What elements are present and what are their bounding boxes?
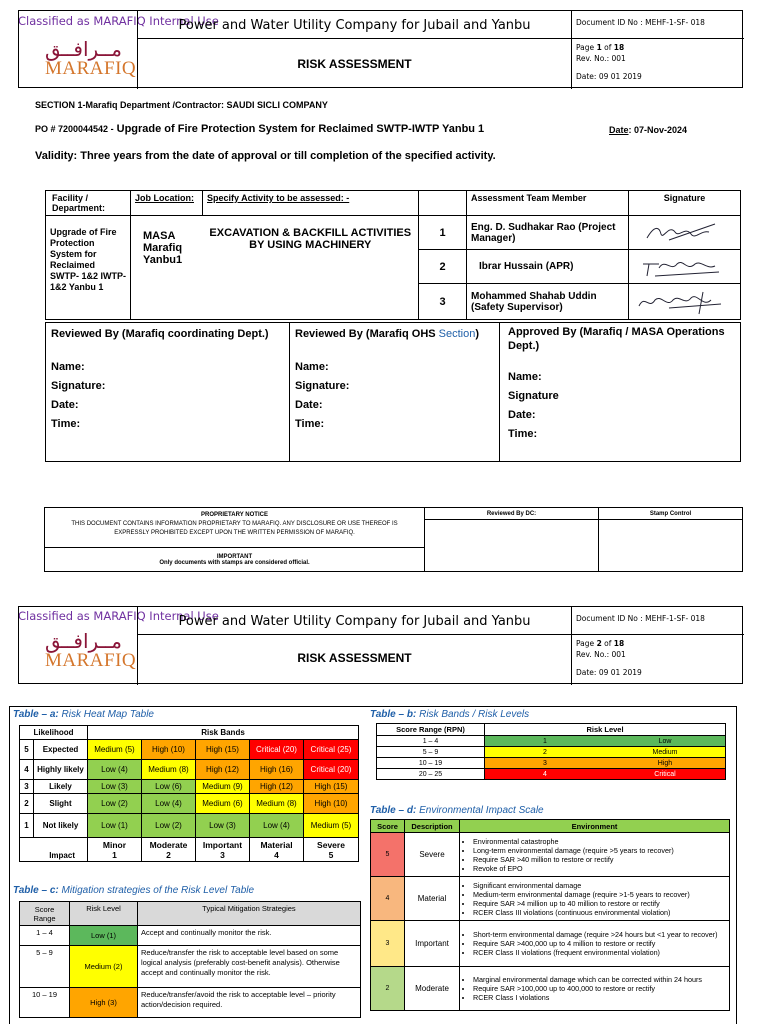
impact-row: Impact Minor 1 Moderate 2 Important 3 Material 4 Severe 5 — [20, 838, 359, 862]
risk-heat-map: Likelihood Risk Bands 5 Expected Medium (5) High (10) High (15) Critical (20) Critical (25) 4 Highly likely Low (4) Medium (8) High (12) High (16) Critical (20) 3 Likely Low (3) Low (6) Medium (9) High (12) High (15) 2 Slight Low (2) Low (4) Medium (6) Medium (8) High (10) 1 Not likely Low (1) Low (2) Low (3) Low (4) Medium (5) Impact Minor 1 Moderate 2 Important 3 Material 4 Severe 5 — [19, 725, 359, 862]
member-no-2: 2 — [419, 250, 467, 284]
member-name-2: Ibrar Hussain (APR) — [467, 250, 629, 284]
heat-row-2: 2 Slight Low (2) Low (4) Medium (6) Medium (8) High (10) — [20, 794, 359, 814]
po-date: Date: 07-Nov-2024 — [609, 125, 688, 135]
env-row-5: 5 Severe • Environmental catastrophe • Long-term environmental damage (require >5 years to recover) • Require SAR >40 million to restore or rectify • Revoke of EPO — [371, 833, 730, 877]
facility-value: Upgrade of Fire Protection System for Reclaimed SWTP- 1&2 IWTP- 1&2 Yanbu 1 — [46, 216, 131, 320]
company-name-2: Power and Water Utility Company for Jubail and Yanbu — [137, 607, 571, 635]
signature-2 — [629, 250, 741, 284]
col-facility: Facility / Department: — [46, 191, 131, 216]
reviewed-by-dc: Reviewed By DC: — [424, 511, 599, 520]
po-label: PO # 7200044542 - — [35, 124, 114, 134]
heat-row-3: 3 Likely Low (3) Low (6) Medium (9) High (12) High (15) — [20, 780, 359, 794]
doc-id: Document ID No : MEHF-1-SF- 018 — [572, 11, 744, 39]
approved-title: Approved By (Marafiq / MASA Operations Dept.) — [508, 326, 725, 352]
heat-row-5: 5 Expected Medium (5) High (10) High (15) Critical (20) Critical (25) — [20, 740, 359, 760]
marafiq-logo-2: مــرافــق MARAFIQ — [45, 629, 137, 671]
section-line: SECTION 1-Marafiq Department /Contractor: SAUDI SICLI COMPANY — [35, 100, 328, 110]
approved: Approved By (Marafiq / MASA Operations Dept.) Name: Signature Date: Time: — [500, 323, 740, 461]
mitigation-row-1: 1 – 4 Low (1) Accept and continually monitor the risk. — [20, 926, 361, 946]
review-block — [45, 322, 741, 462]
page-number: Page 1 of 18 — [576, 43, 625, 52]
doc-title-2: RISK ASSESSMENT — [137, 635, 571, 685]
mitigation-row-3: 10 – 19 High (3) Reduce/transfer/avoid the risk to acceptable level – priority action/decision required. — [20, 988, 361, 1018]
classification-label: Classified as MARAFIQ Internal Use — [18, 14, 219, 28]
env-row-4: 4 Material • Significant environmental damage • Medium-term environmental damage (require >1-5 years to recover) • Require SAR >4 million up to 40 million to restore or rectify • RCER Class III violations (continuous environmental violation) — [371, 877, 730, 921]
notice-cell: PROPRIETARY NOTICE THIS DOCUMENT CONTAINS INFORMATION PROPRIETARY TO MARAFIQ. ANY DISCLOSURE OR USE THEREOF IS EXPRESSLY PROHIBITED EXCEPT UPON THE WRITTEN PERMISSION OF MARAFIQ. — [45, 508, 425, 548]
col-activity: Specify Activity to be assessed: - — [207, 193, 350, 203]
doc-date: Date: 09 01 2019 — [576, 72, 642, 81]
signature-1 — [629, 216, 741, 250]
validity-line: Validity: Three years from the date of approval or till completion of the specified activity. — [35, 150, 496, 162]
col-signature: Signature — [629, 191, 741, 216]
marafiq-logo — [45, 39, 136, 78]
activity-value: EXCAVATION & BACKFILL ACTIVITIES BY USING MACHINERY — [203, 216, 419, 320]
page-number-2: Page 2 of 18 — [576, 639, 625, 648]
table-b-title: Table – b: Risk Bands / Risk Levels — [370, 709, 530, 720]
member-name-3: Mohammed Shahab Uddin (Safety Supervisor) — [467, 284, 629, 320]
col-location: Job Location: — [135, 193, 194, 203]
env-impact-table: Score Description Environment 5 Severe • Environmental catastrophe • Long-term environmental damage (require >5 years to recover) • Require SAR >40 million to restore or rectify • Revoke of EPO 4 Material • Significant environmental damage • Medium-term environmental damage (require >1-5 years to recover) • Require SAR >4 million up to 40 million to restore or rectify • RCER Class III violations (continuous environmental violation) 3 Important • Short-term environmental damage (require >24 hours but <1 year to recover) • Require SAR >400,000 up to 4 million to restore or rectify • RCER Class II violations (frequent environmental violation) 2 Moderate • Marginal environmental damage which can be corrected within 24 hours • Require SAR >100,000 up to 400,000 to restore or rectify • RCER Class I violations — [370, 819, 730, 1011]
member-no-3: 3 — [419, 284, 467, 320]
mitigation-row-2: 5 – 9 Medium (2) Reduce/transfer the risk to acceptable level based on some logical analysis (preferably cost-benefit analysis). Otherwise accept and continually monitor the risk. — [20, 946, 361, 988]
risk-bands-table: Score Range (RPN) Risk Level 1 – 4 1 Low 5 – 9 2 Medium 10 – 19 3 High 20 – 25 4 Critical — [376, 723, 726, 780]
rev-no: Rev. No.: 001 — [576, 54, 626, 63]
heat-row-4: 4 Highly likely Low (4) Medium (8) High (12) High (16) Critical (20) — [20, 760, 359, 780]
review-ohs-title: Reviewed By (Marafiq OHS Section) — [295, 328, 480, 340]
env-row-2: 2 Moderate • Marginal environmental damage which can be corrected within 24 hours • Require SAR >100,000 up to 400,000 to restore or rectify • RCER Class I violations — [371, 967, 730, 1011]
member-name-1: Eng. D. Sudhakar Rao (Project Manager) — [467, 216, 629, 250]
review-ohs: Reviewed By (Marafiq OHS Section) Name: Signature: Date: Time: — [290, 323, 500, 461]
heat-row-1: 1 Not likely Low (1) Low (2) Low (3) Low (4) Medium (5) — [20, 814, 359, 838]
page2-header: مــرافــق MARAFIQ Power and Water Utility Company for Jubail and Yanbu RISK ASSESSMENT Document ID No : MEHF-1-SF- 018 Page 2 of 18 Rev. No.: 001 Date: 09 01 2019 — [18, 606, 743, 684]
classification-label-2: Classified as MARAFIQ Internal Use — [18, 609, 219, 623]
review-coord: Reviewed By (Marafiq coordinating Dept.) Name: Signature: Date: Time: — [46, 323, 290, 461]
stamp-control: Stamp Control — [598, 511, 743, 520]
logo-english: MARAFIQ — [45, 58, 137, 79]
env-row-3: 3 Important • Short-term environmental damage (require >24 hours but <1 year to recover) • Require SAR >400,000 up to 4 million to restore or rectify • RCER Class II violations (frequent environmental violation) — [371, 921, 730, 967]
table-a-title: Table – a: Risk Heat Map Table — [13, 709, 154, 720]
location-value: MASA Marafiq Yanbu1 — [131, 216, 203, 320]
doc-title: RISK ASSESSMENT — [137, 39, 571, 89]
logo-arabic: مــرافــق — [45, 37, 122, 61]
table-c-title: Table – c: Mitigation strategies of the Risk Level Table — [13, 885, 255, 896]
col-member: Assessment Team Member — [467, 191, 629, 216]
po-line — [35, 123, 484, 135]
po-title: Upgrade of Fire Protection System for Reclaimed SWTP-IWTP Yanbu 1 — [116, 123, 485, 135]
page1-header — [18, 10, 743, 88]
assessment-table — [45, 190, 741, 320]
proprietary-notice — [44, 507, 743, 572]
member-no-1: 1 — [419, 216, 467, 250]
mitigation-table: Score Range Risk Level Typical Mitigation Strategies 1 – 4 Low (1) Accept and continually monitor the risk. 5 – 9 Medium (2) Reduce/transfer the risk to acceptable level based on some logical analysis (preferably cost-benefit analysis). Otherwise accept and continually monitor the risk. 10 – 19 High (3) Reduce/transfer/avoid the risk to acceptable level – priority action/decision required. — [19, 901, 361, 1018]
signature-3 — [629, 284, 741, 320]
company-name: Power and Water Utility Company for Jubail and Yanbu — [137, 11, 571, 39]
important-cell: IMPORTANT Only documents with stamps are considered official. — [45, 548, 425, 572]
review-coord-title: Reviewed By (Marafiq coordinating Dept.) — [51, 328, 269, 340]
table-d-title: Table – d: Environmental Impact Scale — [370, 805, 544, 816]
